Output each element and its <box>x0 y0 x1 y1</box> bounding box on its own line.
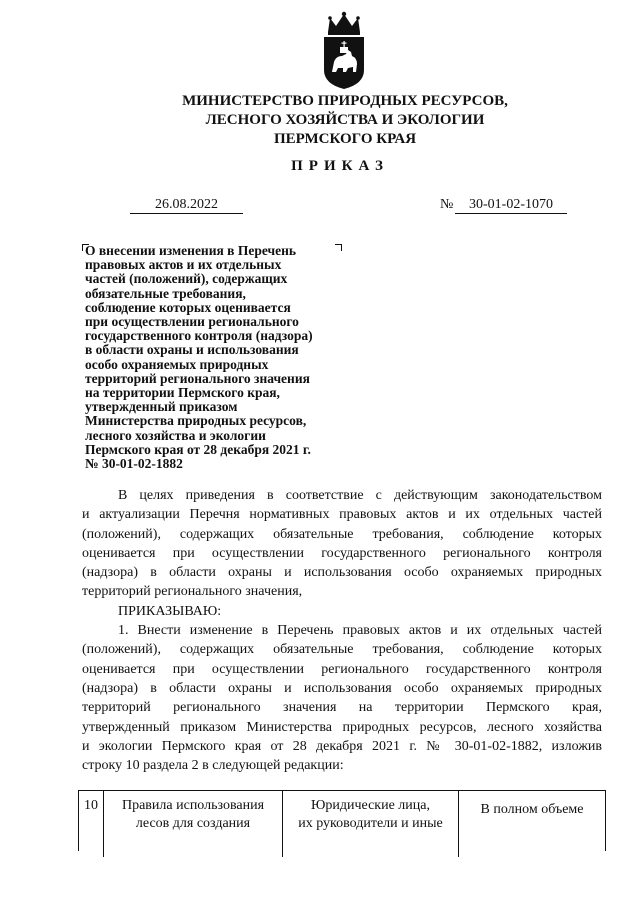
coat-of-arms-emblem <box>320 10 368 90</box>
body-line: территорий регионального значения, <box>82 584 303 600</box>
table-cell-scope: В полном объеме <box>480 802 584 817</box>
order-date: 26.08.2022 <box>130 197 243 214</box>
body-line: строку 10 раздела 2 в следующей редакции: <box>82 758 344 774</box>
ministry-line: ПЕРМСКОГО КРАЯ <box>273 131 417 147</box>
subject-line: № 30-01-02-1882 <box>85 456 183 472</box>
subject-line: в области охраны и использования <box>85 342 299 358</box>
order-number: 30-01-02-1070 <box>455 197 567 214</box>
order-body <box>82 486 602 775</box>
ministry-name <box>150 92 540 149</box>
body-line: территорий регионального значения на территории Пермского края, <box>82 700 602 716</box>
subject-line: обязательные требования, <box>85 285 246 301</box>
body-line: и актуализации Перечня нормативных правовых актов и их отдельных частей <box>82 507 602 523</box>
subject-line: Пермского края от 28 декабря 2021 г. <box>85 441 311 457</box>
body-line: (надзора) в области охраны и использования особо охраняемых природных <box>82 680 602 696</box>
subject-line: при осуществлении регионального <box>85 314 299 330</box>
subject-line: на территории Пермского края, <box>85 385 280 401</box>
table-cell-subjects <box>283 791 459 857</box>
subject-line: правовых актов и их отдельных <box>85 257 282 273</box>
table-cell-line: Правила использования <box>121 798 265 813</box>
order-word: ПРИКАЗЫВАЮ: <box>118 603 222 619</box>
ministry-line: ЛЕСНОГО ХОЗЯЙСТВА И ЭКОЛОГИИ <box>205 112 485 128</box>
subject-line: территорий регионального значения <box>85 370 310 386</box>
subject-line: частей (положений), содержащих <box>85 271 288 287</box>
table-cell-line: лесов для создания <box>135 816 251 831</box>
body-line: В целях приведения в соответствие с действующим законодательством <box>118 488 602 503</box>
table-cell-line: их руководители и иные <box>298 816 443 831</box>
subject-line: особо охраняемых природных <box>85 356 269 372</box>
order-number-label: № <box>440 197 454 212</box>
body-line: (положений), содержащих обязательные требования, соблюдение которых <box>82 642 602 658</box>
order-title: ПРИКАЗ <box>291 158 389 174</box>
body-line: оценивается при осуществлении государственного регионального контроля <box>82 545 602 561</box>
ministry-line: МИНИСТЕРСТВО ПРИРОДНЫХ РЕСУРСОВ, <box>182 93 508 109</box>
body-line: утвержденный приказом Министерства природных ресурсов, лесного хозяйства <box>82 719 602 735</box>
subject-line: лесного хозяйства и экологии <box>85 427 266 443</box>
order-subject <box>85 244 365 471</box>
table-cell-number: 10 <box>79 791 104 857</box>
table-cell-act <box>104 791 283 857</box>
table-cell-line: Юридические лица, <box>310 798 430 813</box>
subject-line: государственного контроля (надзора) <box>85 328 313 344</box>
body-line: и экологии Пермского края от 28 декабря 2021 г. № 30-01-02-1882, изложив <box>82 738 602 754</box>
amendment-table <box>78 790 606 851</box>
subject-line: соблюдение которых оценивается <box>85 299 291 315</box>
body-line: оценивается при осуществлении регионального государственного контроля <box>82 661 602 677</box>
body-line: 1. Внести изменение в Перечень правовых актов и их отдельных частей <box>118 623 602 639</box>
subject-line: утвержденный приказом <box>85 399 238 415</box>
body-line: (положений), содержащих обязательные требования, соблюдение которых <box>82 526 602 542</box>
body-line: (надзора) в области охраны и использования особо охраняемых природных <box>82 565 602 581</box>
subject-line: О внесении изменения в Перечень <box>85 243 297 258</box>
subject-line: Министерства природных ресурсов, <box>85 413 307 429</box>
